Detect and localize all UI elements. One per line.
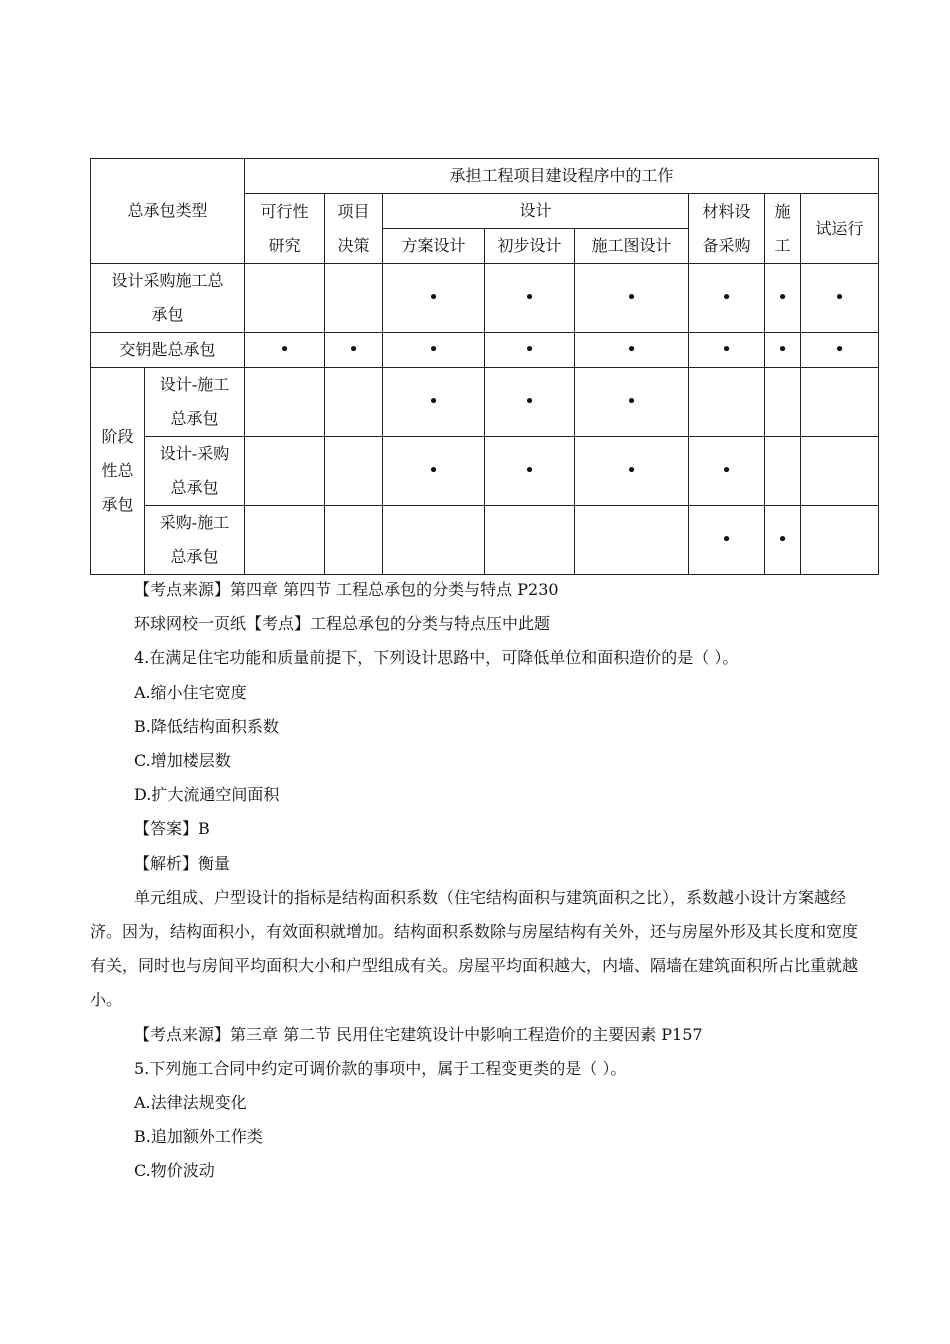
dot-mark: •: [626, 287, 637, 308]
row-label-procurement-construction: 采购-施工 总承包: [145, 506, 245, 575]
header-design: 设计: [383, 194, 689, 229]
cell-mark: [689, 437, 765, 506]
dot-mark: •: [348, 339, 359, 360]
cell-empty: [325, 264, 383, 333]
row-label-design-procurement: 设计-采购 总承包: [145, 437, 245, 506]
cell-empty: [801, 506, 879, 575]
cell-empty: [765, 368, 801, 437]
cell-mark: [485, 333, 575, 368]
cell-empty: [325, 437, 383, 506]
cell-mark: [765, 264, 801, 333]
question-5: 5.下列施工合同中约定可调价款的事项中，属于工程变更类的是（ ）。: [134, 1058, 627, 1078]
row-label-turnkey: 交钥匙总承包: [91, 333, 245, 368]
dot-mark: •: [721, 460, 732, 481]
question-content: [90, 573, 870, 1189]
cell-empty: [245, 368, 325, 437]
dot-mark: •: [428, 287, 439, 308]
dot-mark: •: [428, 339, 439, 360]
dot-mark: •: [279, 339, 290, 360]
cell-empty: [245, 264, 325, 333]
cell-mark: [485, 437, 575, 506]
header-trial-run: 试运行: [801, 194, 879, 264]
cell-mark: [383, 333, 485, 368]
cell-mark: [485, 264, 575, 333]
cell-empty: [325, 506, 383, 575]
cell-mark: [689, 264, 765, 333]
dot-mark: •: [626, 460, 637, 481]
header-preliminary-design: 初步设计: [485, 229, 575, 264]
option-4c: C.增加楼层数: [134, 751, 231, 771]
option-5b: B.追加额外工作类: [134, 1127, 263, 1147]
dot-mark: •: [524, 287, 535, 308]
cell-mark: [801, 264, 879, 333]
cell-mark: [689, 506, 765, 575]
cell-mark: [383, 368, 485, 437]
note-line: 环球网校一页纸【考点】工程总承包的分类与特点压中此题: [134, 614, 551, 634]
header-feasibility: 可行性 研究: [245, 194, 325, 264]
analysis-line: 【解析】衡量: [134, 853, 231, 873]
header-decision: 项目 决策: [325, 194, 383, 264]
dot-mark: •: [524, 460, 535, 481]
answer-line: 【答案】B: [134, 819, 210, 839]
row-label-epc: 设计采购施工总 承包: [91, 264, 245, 333]
table-row: [91, 368, 879, 437]
explanation-paragraph: 单元组成、户型设计的指标是结构面积系数（住宅结构面积与建筑面积之比），系数越小设计方案越经济。因为，结构面积小，有效面积就增加。结构面积系数除与房屋结构有关外，还与房屋外形及其长度和宽度有关，同时也与房间平均面积大小和户型组成有关。房屋平均面积越大，内墙、隔墙在建筑面积所占比重就越小。: [90, 887, 859, 1010]
option-4b: B.降低结构面积系数: [134, 716, 279, 736]
dot-mark: •: [777, 339, 788, 360]
dot-mark: •: [524, 339, 535, 360]
dot-mark: •: [721, 339, 732, 360]
header-procurement: 材料设 备采购: [689, 194, 765, 264]
option-5a: A.法律法规变化: [134, 1093, 247, 1113]
cell-empty: [245, 506, 325, 575]
option-4d: D.扩大流通空间面积: [134, 785, 280, 805]
dot-mark: •: [777, 529, 788, 550]
dot-mark: •: [721, 529, 732, 550]
cell-mark: [801, 333, 879, 368]
cell-empty: [245, 437, 325, 506]
header-construction-drawing: 施工图设计: [575, 229, 689, 264]
cell-mark: [383, 264, 485, 333]
table-row: [91, 333, 879, 368]
dot-mark: •: [524, 391, 535, 412]
cell-empty: [801, 368, 879, 437]
cell-mark: [485, 368, 575, 437]
source-line: 【考点来源】第四章 第四节 工程总承包的分类与特点 P230: [134, 580, 559, 599]
dot-mark: •: [428, 391, 439, 412]
cell-empty: [689, 368, 765, 437]
cell-empty: [801, 437, 879, 506]
header-type: 总承包类型: [91, 159, 245, 264]
cell-mark: [245, 333, 325, 368]
header-scheme-design: 方案设计: [383, 229, 485, 264]
cell-mark: [575, 264, 689, 333]
table-row: [91, 437, 879, 506]
dot-mark: •: [626, 391, 637, 412]
option-4a: A.缩小住宅宽度: [134, 682, 247, 702]
cell-empty: [383, 506, 485, 575]
source-line: 【考点来源】第三章 第二节 民用住宅建筑设计中影响工程造价的主要因素 P157: [134, 1024, 703, 1044]
cell-empty: [485, 506, 575, 575]
epc-type-table: [90, 158, 879, 575]
header-work: 承担工程项目建设程序中的工作: [245, 159, 879, 194]
dot-mark: •: [626, 339, 637, 360]
cell-mark: [689, 333, 765, 368]
cell-mark: [575, 437, 689, 506]
row-label-phase: 阶段 性总 承包: [91, 368, 145, 575]
cell-empty: [765, 437, 801, 506]
dot-mark: •: [428, 460, 439, 481]
row-label-design-construction: 设计-施工 总承包: [145, 368, 245, 437]
dot-mark: •: [834, 339, 845, 360]
option-5c: C.物价波动: [134, 1161, 215, 1181]
dot-mark: •: [721, 287, 732, 308]
cell-mark: [575, 333, 689, 368]
header-construction: 施 工: [765, 194, 801, 264]
cell-empty: [575, 506, 689, 575]
cell-mark: [575, 368, 689, 437]
cell-mark: [765, 506, 801, 575]
cell-mark: [325, 333, 383, 368]
cell-empty: [325, 368, 383, 437]
question-4: 4.在满足住宅功能和质量前提下，下列设计思路中，可降低单位和面积造价的是（ ）。: [134, 648, 739, 668]
cell-mark: [765, 333, 801, 368]
cell-mark: [383, 437, 485, 506]
table-row: [91, 264, 879, 333]
dot-mark: •: [834, 287, 845, 308]
dot-mark: •: [777, 287, 788, 308]
table-row: [91, 506, 879, 575]
